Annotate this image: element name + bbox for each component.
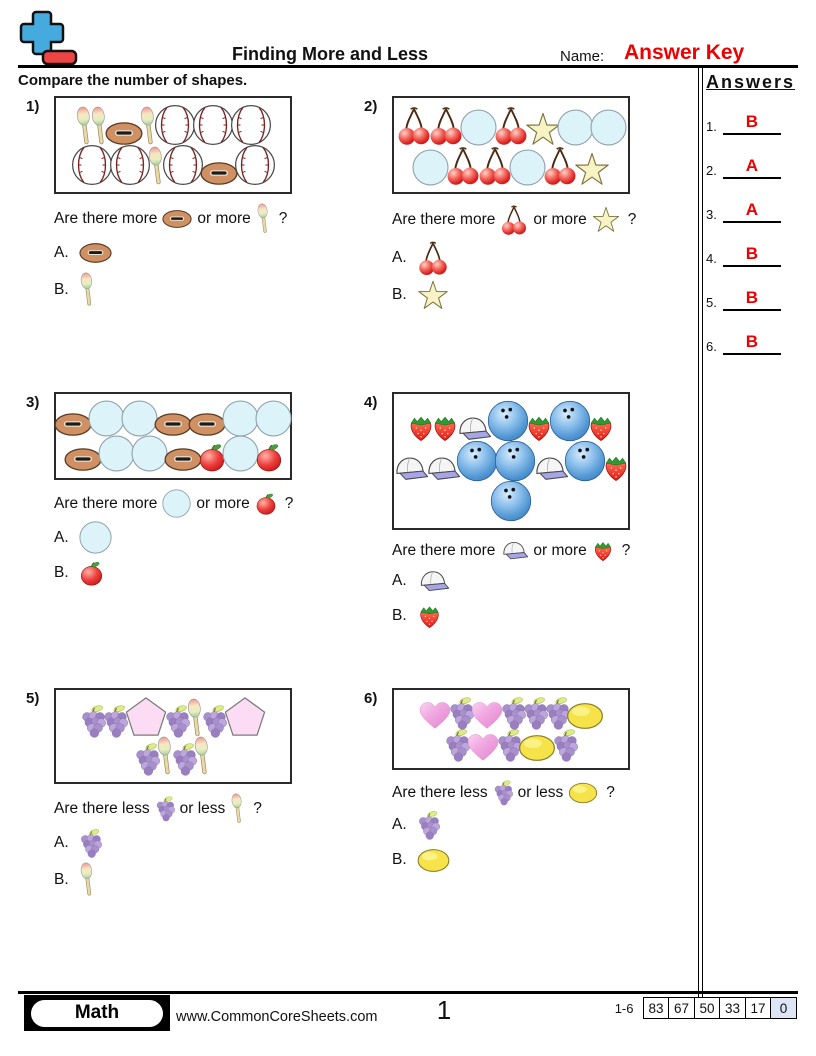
answer-item-2 (706, 149, 802, 179)
answers-title: Answers (706, 72, 796, 92)
shapes-box (54, 392, 292, 480)
cherries-icon (417, 239, 449, 276)
shapes-row (394, 440, 628, 482)
score-cell-33: 33 (719, 997, 746, 1019)
problem-number: 6) (364, 690, 378, 707)
shapes-row (398, 104, 625, 146)
question-mark: ? (606, 783, 615, 801)
shapes-row (492, 480, 530, 522)
football-icon (79, 242, 112, 264)
shapes-row (66, 435, 281, 472)
circle-icon (412, 149, 449, 186)
shapes-row (420, 696, 602, 730)
lemon-icon (518, 734, 556, 762)
score-strip (615, 997, 797, 1019)
shapes-row (446, 728, 576, 762)
question-prefix: Are there more (54, 209, 158, 227)
option-B (54, 557, 358, 589)
baseball-icon (154, 104, 196, 146)
option-label: B. (392, 286, 407, 303)
score-cell-83: 83 (643, 997, 670, 1019)
lemon-icon (566, 702, 604, 730)
math-badge (24, 995, 170, 1031)
circle-icon (222, 400, 259, 437)
option-label: A. (54, 244, 69, 261)
answer-number: 4. (706, 251, 717, 266)
option-label: A. (392, 572, 407, 589)
baseball-icon (162, 144, 204, 186)
answer-blank-line (723, 200, 781, 223)
math-badge-label: Math (31, 1000, 163, 1027)
option-B (54, 272, 358, 307)
circle-icon (131, 435, 168, 472)
question-mark: ? (627, 210, 637, 228)
answer-item-4 (706, 237, 802, 267)
option-B (392, 600, 696, 632)
apple-icon (79, 560, 104, 586)
problem-1 (20, 96, 358, 392)
apple-icon (255, 492, 277, 515)
option-A (392, 565, 696, 597)
question-prefix: Are there more (392, 541, 496, 559)
cherries-icon (493, 104, 529, 146)
answer-number: 3. (706, 207, 717, 222)
question-mark: ? (253, 799, 262, 817)
cap-icon (455, 415, 491, 442)
option-label: B. (54, 870, 69, 888)
answer-letter: B (745, 111, 758, 131)
shapes-box (392, 688, 630, 770)
grapes-icon (552, 728, 578, 762)
question-middle: or more (196, 494, 250, 512)
bowling-icon (494, 440, 536, 482)
question-prefix: Are there less (392, 783, 488, 801)
circle-icon (79, 521, 112, 554)
instruction-text: Compare the number of shapes. (18, 72, 248, 89)
cap-icon (392, 455, 428, 482)
star-icon (592, 206, 620, 233)
problem-3 (20, 392, 358, 688)
strawberry-icon (587, 413, 615, 442)
option-A (54, 521, 358, 554)
option-B (392, 844, 696, 876)
answer-letter: B (745, 331, 758, 351)
shapes-row (409, 400, 613, 442)
option-label: B. (54, 280, 69, 298)
option-label: A. (392, 816, 407, 833)
heart-icon (418, 701, 452, 730)
problem-4 (358, 392, 696, 688)
answer-item-6 (706, 325, 802, 355)
circle-icon (162, 489, 191, 518)
problem-5 (20, 688, 358, 984)
option-B (392, 279, 696, 311)
strawberry-icon (602, 453, 630, 482)
question-middle: or less (517, 783, 564, 801)
question-mark: ? (621, 541, 631, 559)
apple-icon (255, 442, 283, 472)
answer-number: 5. (706, 295, 717, 310)
header-divider (18, 65, 798, 68)
circle-icon (222, 435, 259, 472)
cap-icon (417, 569, 449, 593)
circle-icon (121, 400, 158, 437)
answer-letter: A (745, 199, 758, 219)
popsicle-icon (256, 203, 271, 234)
question-line (392, 779, 696, 806)
bowling-icon (487, 400, 529, 442)
grapes-icon (155, 795, 175, 822)
lemon-icon (417, 848, 450, 873)
score-range-label: 1-6 (614, 1000, 634, 1016)
strawberry-icon (592, 539, 614, 562)
shapes-box (392, 96, 630, 194)
option-A (54, 237, 358, 269)
popsicle-icon (193, 736, 212, 776)
bowling-icon (549, 400, 591, 442)
answer-letter: A (745, 155, 758, 175)
worksheet-title: Finding More and Less (231, 44, 428, 64)
pentagon-icon (223, 696, 267, 738)
football-icon (154, 412, 192, 437)
option-A (54, 827, 358, 859)
question-mark: ? (278, 209, 288, 227)
cherries-icon (500, 203, 528, 236)
answers-panel (706, 72, 802, 369)
baseball-icon (71, 144, 113, 186)
option-A (392, 809, 696, 841)
question-line (54, 203, 358, 234)
shapes-box (54, 688, 292, 784)
score-cells (643, 997, 798, 1019)
grapes-icon (493, 779, 513, 806)
name-label: Name: (560, 48, 605, 65)
cap-icon (532, 455, 568, 482)
football-icon (164, 447, 202, 472)
answer-number: 2. (706, 163, 717, 178)
shapes-row (73, 144, 274, 186)
page-number: 1 (436, 995, 452, 1025)
bowling-icon (490, 480, 532, 522)
football-icon (162, 209, 192, 229)
option-label: A. (54, 528, 69, 546)
question-line (54, 489, 358, 518)
website-url: www.CommonCoreSheets.com (176, 1009, 378, 1025)
star-icon (417, 280, 449, 310)
circle-icon (98, 435, 135, 472)
problem-number: 1) (26, 98, 40, 115)
answer-letter: B (745, 287, 758, 307)
circle-icon (460, 109, 497, 146)
option-A (392, 239, 696, 276)
question-prefix: Are there more (392, 210, 496, 228)
question-line (392, 539, 696, 562)
baseball-icon (230, 104, 272, 146)
question-line (54, 793, 358, 824)
cherries-icon (542, 144, 578, 186)
question-middle: or less (179, 799, 226, 817)
answer-item-1 (706, 105, 802, 135)
pentagon-icon (124, 696, 168, 738)
problem-number: 5) (26, 690, 40, 707)
problem-number: 2) (364, 98, 378, 115)
lemon-icon (568, 782, 598, 804)
option-label: A. (54, 834, 69, 851)
cap-icon (424, 455, 460, 482)
problem-number: 4) (364, 394, 378, 411)
heart-icon (466, 733, 500, 762)
shapes-row (77, 104, 270, 146)
question-middle: or more (197, 209, 251, 227)
cap-icon (500, 540, 528, 561)
problem-6 (358, 688, 696, 984)
option-label: B. (392, 851, 407, 868)
question-mark: ? (284, 494, 294, 512)
football-icon (64, 447, 102, 472)
footer-divider (18, 991, 798, 994)
problem-number: 3) (26, 394, 40, 411)
circle-icon (557, 109, 594, 146)
football-icon (105, 121, 143, 146)
answer-letter: B (745, 243, 758, 263)
answer-blank-line (723, 332, 781, 355)
bowling-icon (456, 440, 498, 482)
option-label: B. (54, 564, 69, 581)
problems-grid (20, 96, 696, 984)
shapes-row (82, 696, 265, 738)
answer-item-3 (706, 193, 802, 223)
cherries-icon (477, 144, 513, 186)
cherries-icon (428, 104, 464, 146)
question-prefix: Are there less (54, 799, 150, 817)
cherries-icon (445, 144, 481, 186)
answer-item-5 (706, 281, 802, 311)
problem-2 (358, 96, 696, 392)
question-middle: or more (533, 541, 587, 559)
answer-blank-line (723, 288, 781, 311)
circle-icon (88, 400, 125, 437)
score-cell-67: 67 (668, 997, 695, 1019)
football-icon (54, 412, 92, 437)
bowling-icon (564, 440, 606, 482)
baseball-icon (234, 144, 276, 186)
heart-icon (470, 701, 504, 730)
score-cell-0: 0 (770, 997, 797, 1019)
star-icon (525, 112, 561, 146)
shapes-row (56, 400, 290, 437)
popsicle-icon (79, 272, 96, 307)
answers-list (706, 105, 802, 355)
shapes-box (392, 392, 630, 530)
circle-icon (509, 149, 546, 186)
score-cell-17: 17 (745, 997, 772, 1019)
option-label: A. (392, 248, 407, 266)
football-icon (200, 161, 238, 186)
answer-blank-line (723, 156, 781, 179)
question-prefix: Are there more (54, 494, 158, 512)
question-line (392, 203, 696, 236)
shapes-row (414, 144, 608, 186)
grapes-icon (79, 828, 102, 858)
circle-icon (590, 109, 627, 146)
option-B (54, 862, 358, 897)
answer-key-label: Answer Key (624, 41, 745, 64)
football-icon (188, 412, 226, 437)
strawberry-icon (417, 603, 442, 629)
shapes-box (54, 96, 292, 194)
popsicle-icon (79, 862, 96, 897)
answer-blank-line (723, 244, 781, 267)
answer-number: 6. (706, 339, 717, 354)
score-cell-50: 50 (694, 997, 721, 1019)
grapes-icon (417, 810, 440, 840)
answers-column-divider (698, 68, 703, 997)
popsicle-icon (230, 793, 245, 824)
option-label: B. (392, 607, 407, 624)
shapes-row (136, 736, 210, 776)
baseball-icon (192, 104, 234, 146)
baseball-icon (109, 144, 151, 186)
star-icon (574, 152, 610, 186)
answer-blank-line (723, 112, 781, 135)
question-middle: or more (533, 210, 587, 228)
circle-icon (255, 400, 292, 437)
cherries-icon (396, 104, 432, 146)
answer-number: 1. (706, 119, 717, 134)
